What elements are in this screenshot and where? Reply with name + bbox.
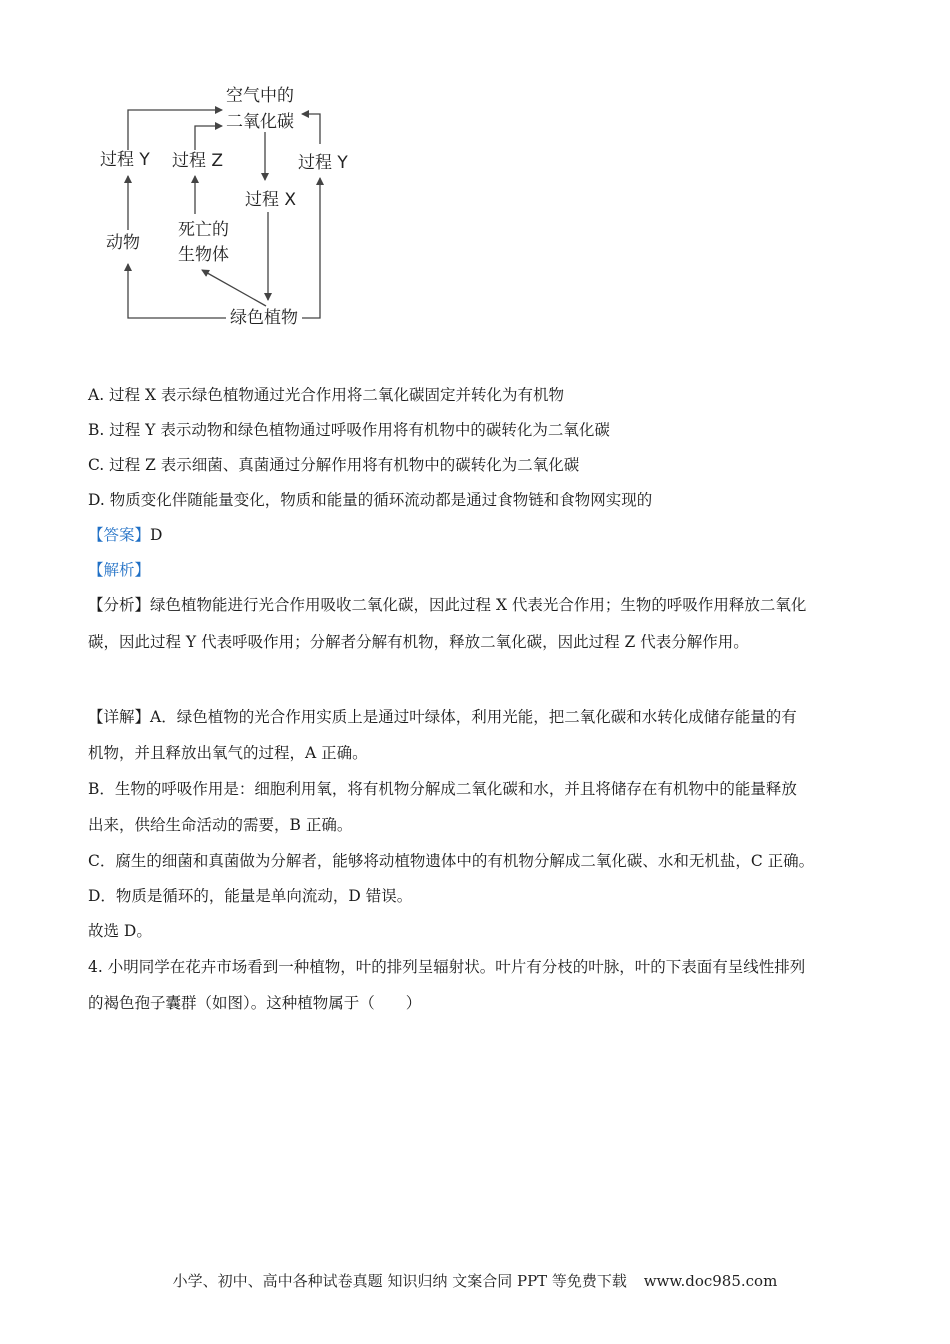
process-y-left-to-co2-arrow [128, 110, 222, 150]
fenxi-line2: 碳，因此过程 Y 代表呼吸作用；分解者分解有机物，释放二氧化碳，因此过程 Z 代表分解作用。 [88, 633, 749, 651]
detail-d-line: D．物质是循环的，能量是单向流动，D 错误。 [88, 887, 413, 905]
detail-a-line2: 机物，并且释放出氧气的过程，A 正确。 [88, 744, 368, 762]
plant-to-animal-arrow [128, 264, 226, 318]
co2-label-line2: 二氧化碳 [226, 112, 294, 132]
option-c: C. 过程 Z 表示细菌、真菌通过分解作用将有机物中的碳转化为二氧化碳 [88, 456, 580, 474]
question4-line1: 4. 小明同学在花卉市场看到一种植物，叶的排列呈辐射状。叶片有分枝的叶脉，叶的下表面有呈线性排列 [88, 958, 806, 976]
option-b: B. 过程 Y 表示动物和绿色植物通过呼吸作用将有机物中的碳转化为二氧化碳 [88, 421, 610, 439]
process-x-label: 过程 X [245, 190, 297, 210]
dead-organism-label-line2: 生物体 [178, 245, 229, 265]
analysis-tag: 【解析】 [88, 561, 151, 579]
detail-b-line1: B．生物的呼吸作用是：细胞利用氧，将有机物分解成二氧化碳和水，并且将储存在有机物中的能量释放 [88, 780, 797, 798]
plant-to-dead-arrow [202, 270, 266, 306]
detail-a-text1: A．绿色植物的光合作用实质上是通过叶绿体，利用光能，把二氧化碳和水转化成储存能量的有 [150, 708, 797, 726]
plant-to-process-y-right-arrow [302, 178, 320, 318]
answer-value: D [150, 526, 163, 544]
answer-tag: 【答案】 [88, 526, 151, 544]
detail-a-line1 [88, 707, 797, 727]
detail-tag: 【详解】 [88, 708, 151, 726]
answer-line [88, 525, 162, 545]
conclusion-line: 故选 D。 [88, 922, 152, 940]
fenxi-text1: 绿色植物能进行光合作用吸收二氧化碳，因此过程 X 代表光合作用；生物的呼吸作用释放二氧化 [150, 596, 807, 614]
green-plant-label: 绿色植物 [230, 308, 298, 328]
footer-url[interactable]: www.doc985.com [643, 1272, 778, 1290]
co2-label-line1: 空气中的 [226, 86, 294, 106]
dead-organism-label-line1: 死亡的 [178, 220, 229, 240]
fenxi-line1 [88, 595, 806, 615]
analysis-heading [88, 560, 150, 580]
footer-text: 小学、初中、高中各种试卷真题 知识归纳 文案合同 PPT 等免费下载 [172, 1272, 627, 1290]
option-d: D. 物质变化伴随能量变化，物质和能量的循环流动都是通过食物链和食物网实现的 [88, 491, 653, 509]
question4-line2: 的褐色孢子囊群（如图）。这种植物属于（ ） [88, 994, 422, 1012]
process-z-to-co2-arrow [195, 126, 222, 150]
carbon-cycle-diagram [90, 80, 370, 340]
process-y-left-label: 过程 Y [100, 150, 150, 170]
option-a: A. 过程 X 表示绿色植物通过光合作用将二氧化碳固定并转化为有机物 [88, 386, 564, 404]
process-z-label: 过程 Z [172, 151, 224, 171]
fenxi-tag: 【分析】 [88, 596, 151, 614]
process-y-right-to-co2-arrow [302, 114, 320, 144]
detail-c-line: C．腐生的细菌和真菌做为分解者，能够将动植物遗体中的有机物分解成二氧化碳、水和无机盐，C 正确。 [88, 852, 815, 870]
process-y-right-label: 过程 Y [298, 153, 348, 173]
detail-b-line2: 出来，供给生命活动的需要，B 正确。 [88, 816, 353, 834]
animal-label: 动物 [106, 233, 140, 253]
page-footer [0, 1270, 950, 1291]
